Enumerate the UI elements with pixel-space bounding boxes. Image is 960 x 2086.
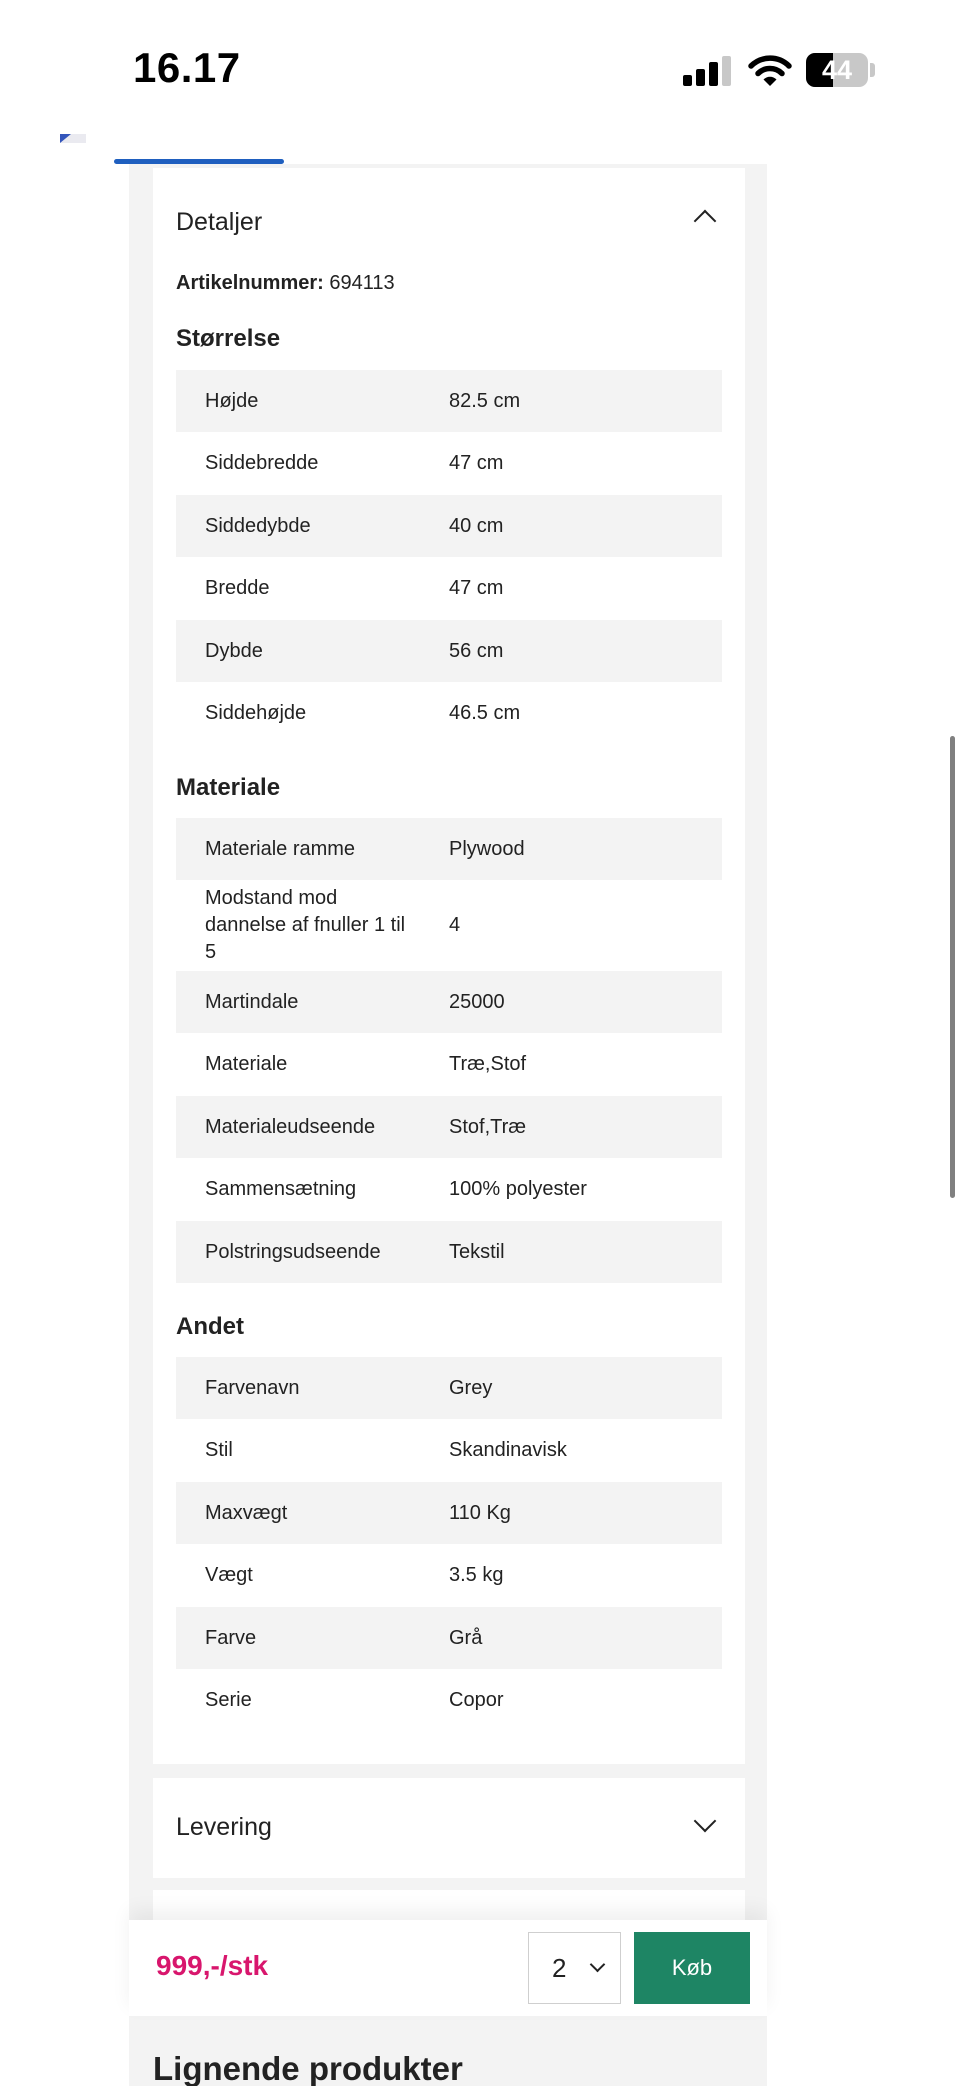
buy-bar xyxy=(129,1920,767,2016)
wifi-icon xyxy=(748,54,792,88)
spec-value: Copor xyxy=(449,1689,504,1711)
article-number-label: Artikelnummer: xyxy=(176,272,324,294)
buy-button[interactable]: Køb xyxy=(634,1932,750,2004)
spec-label: Farvenavn xyxy=(205,1376,300,1399)
spec-row xyxy=(176,1221,722,1283)
details-accordion xyxy=(153,168,745,1764)
spec-label: Polstringsudseende xyxy=(205,1240,381,1263)
details-accordion-title[interactable]: Detaljer xyxy=(176,208,263,236)
spec-row xyxy=(176,370,722,432)
spec-row xyxy=(176,1669,722,1732)
spec-value: 56 cm xyxy=(449,639,504,662)
spec-label: Farve xyxy=(205,1626,257,1649)
spec-value: 100% polyester xyxy=(449,1178,587,1200)
spec-label: Siddehøjde xyxy=(205,702,307,724)
spec-row xyxy=(176,971,722,1033)
spec-label: Martindale xyxy=(205,990,299,1013)
battery-tip xyxy=(870,63,875,77)
spec-value: Plywood xyxy=(449,837,525,860)
spec-value: Skandinavisk xyxy=(449,1439,567,1461)
spec-label: Materialeudseende xyxy=(205,1115,376,1138)
spec-value: 110 Kg xyxy=(449,1501,511,1524)
spec-label: Vægt xyxy=(205,1564,253,1586)
article-number xyxy=(176,272,395,295)
quantity-select[interactable] xyxy=(528,1932,621,2004)
tab-logo-fragment xyxy=(60,134,86,143)
battery-percent: 44 xyxy=(821,55,853,85)
scrollbar[interactable] xyxy=(950,736,955,1198)
quantity-value: 2 xyxy=(552,1953,567,1983)
section-heading-size: Størrelse xyxy=(176,325,281,352)
spec-row xyxy=(176,818,722,880)
spec-label: Serie xyxy=(205,1689,252,1711)
spec-value: 4 xyxy=(449,914,461,936)
spec-label: Højde xyxy=(205,389,259,412)
spec-value: Tekstil xyxy=(449,1240,505,1263)
section-heading-material: Materiale xyxy=(176,774,281,801)
spec-row xyxy=(176,557,722,620)
spec-row xyxy=(176,1607,722,1669)
delivery-accordion[interactable] xyxy=(153,1778,745,1878)
spec-label: Stil xyxy=(205,1439,233,1461)
spec-value: 25000 xyxy=(449,990,505,1013)
section-heading-other: Andet xyxy=(176,1313,244,1340)
spec-value: 47 cm xyxy=(449,577,504,599)
status-bar xyxy=(0,0,960,130)
spec-row xyxy=(176,1419,722,1482)
spec-label: Maxvægt xyxy=(205,1501,288,1524)
article-number-value: 694113 xyxy=(329,272,395,294)
spec-row xyxy=(176,1096,722,1158)
spec-row xyxy=(176,1033,722,1096)
spec-row xyxy=(176,1544,722,1607)
spec-label: Bredde xyxy=(205,577,270,599)
spec-value: Stof,Træ xyxy=(449,1115,527,1138)
similar-products-heading: Lignende produkter xyxy=(153,2050,463,2086)
spec-label: Sammensætning xyxy=(205,1178,357,1200)
spec-row xyxy=(176,620,722,682)
spec-value: Grey xyxy=(449,1376,493,1399)
spec-label: Modstand mod dannelse af fnuller 1 til 5 xyxy=(205,887,406,963)
spec-value: 3.5 kg xyxy=(449,1564,504,1586)
spec-row xyxy=(176,1158,722,1221)
signal-icon xyxy=(683,56,733,86)
spec-value: 82.5 cm xyxy=(449,389,521,412)
spec-value: Grå xyxy=(449,1626,483,1649)
spec-label: Materiale ramme xyxy=(205,837,356,860)
spec-row xyxy=(176,880,722,971)
delivery-accordion-title[interactable]: Levering xyxy=(176,1813,272,1841)
other-spec-table xyxy=(176,1357,722,1732)
battery-icon xyxy=(806,53,868,87)
spec-label: Siddedybde xyxy=(205,514,311,537)
spec-row xyxy=(176,495,722,557)
spec-label: Materiale xyxy=(205,1053,288,1075)
spec-value: 46.5 cm xyxy=(449,702,521,724)
spec-label: Siddebredde xyxy=(205,452,319,474)
spec-row xyxy=(176,682,722,745)
size-spec-table xyxy=(176,370,722,745)
spec-row xyxy=(176,1482,722,1544)
spec-label: Dybde xyxy=(205,639,263,662)
chevron-down-icon xyxy=(590,1957,606,1973)
spec-value: Træ,Stof xyxy=(449,1053,527,1075)
price: 999,-/stk xyxy=(156,1950,269,1981)
chevron-up-icon[interactable] xyxy=(694,210,717,233)
chevron-down-icon[interactable] xyxy=(694,1810,717,1833)
spec-row xyxy=(176,1357,722,1419)
spec-value: 47 cm xyxy=(449,452,504,474)
spec-value: 40 cm xyxy=(449,514,504,537)
material-spec-table xyxy=(176,818,722,1283)
status-time: 16.17 xyxy=(133,44,241,91)
spec-row xyxy=(176,432,722,495)
product-info-column xyxy=(129,164,767,2086)
